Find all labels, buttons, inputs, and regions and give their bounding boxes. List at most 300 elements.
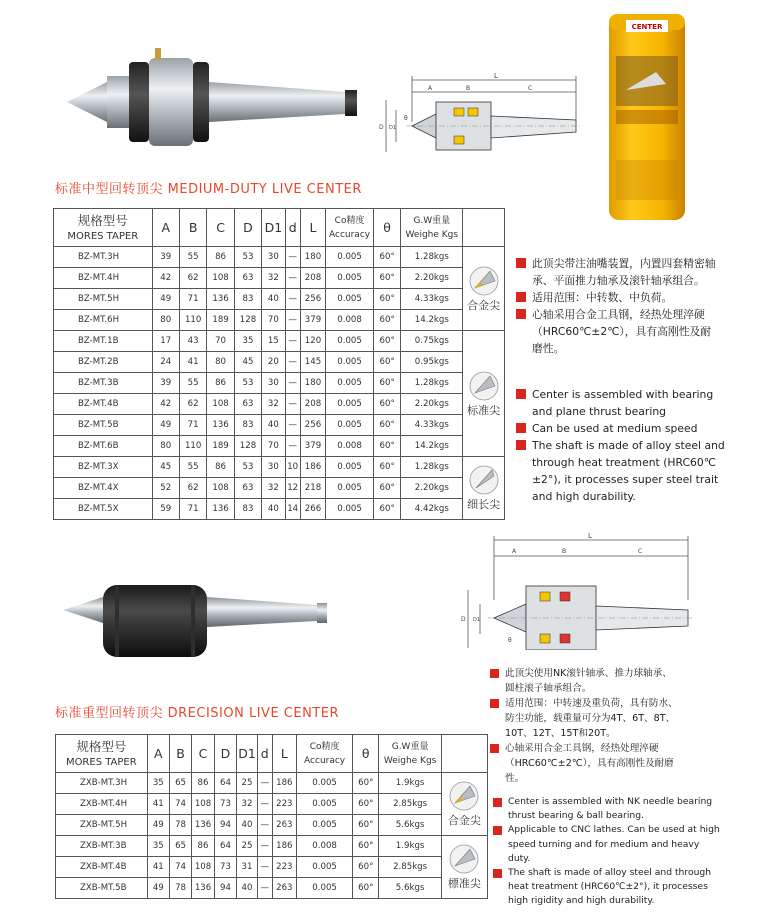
- value-cell: 136: [192, 815, 215, 836]
- product-package-tube: [606, 10, 688, 225]
- header-c: C: [192, 735, 215, 773]
- value-cell: 55: [179, 247, 206, 268]
- diagram-label-l: L: [494, 72, 498, 80]
- value-cell: 49: [152, 415, 179, 436]
- value-cell: 94: [214, 878, 236, 899]
- header-d-small: d: [257, 735, 272, 773]
- diagram-label-a: A: [512, 548, 517, 555]
- value-cell: —: [257, 773, 272, 794]
- value-cell: 31: [237, 857, 258, 878]
- slim-tip-icon: [468, 464, 500, 496]
- table-header-row: [56, 735, 488, 773]
- diagram-label-l: L: [588, 532, 592, 540]
- header-l: L: [300, 209, 325, 247]
- model-cell: BZ-MT.6H: [54, 310, 153, 331]
- value-cell: 180: [300, 247, 325, 268]
- value-cell: 263: [272, 815, 297, 836]
- model-cell: ZXB-MT.4H: [56, 794, 148, 815]
- value-cell: 53: [234, 373, 261, 394]
- value-cell: 60°: [373, 352, 400, 373]
- value-cell: 59: [152, 499, 179, 520]
- model-cell: BZ-MT.4B: [54, 394, 153, 415]
- header-d1: D1: [237, 735, 258, 773]
- table-row: [54, 478, 505, 499]
- diagram-label-d1: D1: [389, 125, 397, 131]
- value-cell: 60°: [373, 499, 400, 520]
- value-cell: 60°: [373, 415, 400, 436]
- value-cell: 0.008: [326, 310, 374, 331]
- value-cell: 60°: [373, 373, 400, 394]
- table-row: [56, 857, 488, 878]
- value-cell: 70: [262, 436, 285, 457]
- value-cell: 263: [272, 878, 297, 899]
- value-cell: 128: [234, 310, 261, 331]
- value-cell: 32: [237, 794, 258, 815]
- medium-duty-description-cn: [516, 255, 721, 357]
- value-cell: 186: [272, 773, 297, 794]
- value-cell: 65: [169, 836, 191, 857]
- model-cell: BZ-MT.3X: [54, 457, 153, 478]
- diagram-label-d: D: [461, 616, 466, 623]
- value-cell: 64: [214, 773, 236, 794]
- table-header-row: [54, 209, 505, 247]
- value-cell: —: [285, 247, 300, 268]
- value-cell: 53: [234, 247, 261, 268]
- value-cell: 55: [179, 457, 206, 478]
- value-cell: 42: [152, 268, 179, 289]
- desc-en-item: Can be used at medium speed: [516, 420, 728, 437]
- alloy-tip-icon: [448, 780, 480, 812]
- value-cell: 14.2kgs: [401, 436, 463, 457]
- value-cell: 71: [179, 415, 206, 436]
- package-brand-label: CENTER: [631, 23, 663, 31]
- value-cell: 4.33kgs: [401, 289, 463, 310]
- value-cell: 120: [300, 331, 325, 352]
- standard-tip-icon: [448, 843, 480, 875]
- header-theta: θ: [373, 209, 400, 247]
- value-cell: 30: [262, 247, 285, 268]
- desc-cn-item: 此顶尖使用NK滚针轴承、推力球轴承、圆柱滚子轴承组合。: [490, 666, 680, 696]
- value-cell: 0.005: [297, 773, 353, 794]
- model-cell: BZ-MT.1B: [54, 331, 153, 352]
- value-cell: 32: [262, 268, 285, 289]
- desc-cn-item: 心轴采用合金工具钢，经热处理淬硬（HRC60℃±2℃），具有高刚性及耐磨性。: [516, 306, 721, 357]
- value-cell: 25: [237, 773, 258, 794]
- precision-spec-table: [55, 734, 488, 899]
- model-cell: ZXB-MT.3H: [56, 773, 148, 794]
- value-cell: 145: [300, 352, 325, 373]
- value-cell: 62: [179, 478, 206, 499]
- header-weight-cn: G.W重量: [413, 215, 451, 226]
- value-cell: 74: [169, 857, 191, 878]
- tip-type-cell: [441, 836, 487, 899]
- value-cell: —: [285, 352, 300, 373]
- value-cell: 2.20kgs: [401, 394, 463, 415]
- table-row: [54, 499, 505, 520]
- value-cell: 63: [234, 394, 261, 415]
- value-cell: 1.28kgs: [401, 247, 463, 268]
- desc-en-item: Center is assembled with NK needle bearing thrust bearing & ball bearing.: [493, 795, 721, 823]
- table-row: [54, 247, 505, 268]
- header-b: B: [179, 209, 206, 247]
- value-cell: —: [285, 373, 300, 394]
- value-cell: 39: [152, 247, 179, 268]
- header-model-cn: 规格型号: [76, 739, 127, 754]
- value-cell: 128: [234, 436, 261, 457]
- value-cell: 136: [207, 415, 234, 436]
- medium-duty-live-center-photo: [55, 40, 365, 175]
- header-accuracy-cn: Co精度: [334, 215, 365, 226]
- table-row: [56, 836, 488, 857]
- value-cell: 108: [192, 857, 215, 878]
- model-cell: BZ-MT.2B: [54, 352, 153, 373]
- value-cell: 86: [207, 457, 234, 478]
- value-cell: —: [257, 857, 272, 878]
- value-cell: 0.005: [326, 394, 374, 415]
- value-cell: 39: [152, 373, 179, 394]
- value-cell: —: [257, 836, 272, 857]
- tip-type-label: 標准尖: [447, 877, 481, 890]
- value-cell: 41: [147, 794, 169, 815]
- value-cell: 32: [262, 478, 285, 499]
- tip-type-cell: [463, 331, 505, 457]
- table-row: [54, 268, 505, 289]
- value-cell: 4.42kgs: [401, 499, 463, 520]
- value-cell: 17: [152, 331, 179, 352]
- value-cell: 1.9kgs: [379, 836, 441, 857]
- value-cell: 41: [179, 352, 206, 373]
- header-d: D: [214, 735, 236, 773]
- value-cell: 78: [169, 878, 191, 899]
- tip-type-label: 标准尖: [467, 403, 501, 417]
- header-accuracy-cn: Co精度: [309, 741, 340, 752]
- value-cell: 208: [300, 394, 325, 415]
- precision-description-cn: [490, 666, 680, 786]
- value-cell: 40: [237, 815, 258, 836]
- value-cell: 60°: [373, 268, 400, 289]
- table-row: [54, 352, 505, 373]
- value-cell: 0.005: [326, 499, 374, 520]
- value-cell: 25: [237, 836, 258, 857]
- desc-cn-item: 适用范围：中转数、中负荷。: [516, 289, 721, 306]
- header-accuracy-en: Accuracy: [304, 755, 346, 766]
- header-d: D: [234, 209, 261, 247]
- diagram-label-c: C: [528, 85, 533, 92]
- value-cell: 136: [192, 878, 215, 899]
- value-cell: —: [285, 415, 300, 436]
- table-row: [54, 394, 505, 415]
- table-row: [54, 436, 505, 457]
- value-cell: 94: [214, 815, 236, 836]
- table-row: [54, 310, 505, 331]
- value-cell: 110: [179, 436, 206, 457]
- diagram-label-b: B: [466, 85, 471, 92]
- diagram-label-d: D: [379, 124, 384, 131]
- value-cell: 0.008: [326, 436, 374, 457]
- value-cell: 0.005: [326, 289, 374, 310]
- desc-cn-item: 适用范围：中转速及重负荷，具有防水、防尘功能，载重量可分为4T、6T、8T、10T、12T、15T和20T。: [490, 696, 680, 741]
- header-weight-cn: G.W重量: [391, 741, 429, 752]
- header-a: A: [147, 735, 169, 773]
- value-cell: 43: [179, 331, 206, 352]
- medium-duty-section-title: 标准中型回转顶尖 MEDIUM-DUTY LIVE CENTER: [55, 182, 362, 197]
- model-cell: BZ-MT.5X: [54, 499, 153, 520]
- model-cell: ZXB-MT.5H: [56, 815, 148, 836]
- value-cell: 2.85kgs: [379, 794, 441, 815]
- model-cell: BZ-MT.5H: [54, 289, 153, 310]
- value-cell: 2.85kgs: [379, 857, 441, 878]
- value-cell: 55: [179, 373, 206, 394]
- value-cell: —: [257, 878, 272, 899]
- alloy-tip-icon: [468, 265, 500, 297]
- diagram-label-theta: θ: [508, 637, 512, 644]
- model-cell: BZ-MT.4X: [54, 478, 153, 499]
- value-cell: 0.005: [326, 373, 374, 394]
- value-cell: 0.008: [297, 836, 353, 857]
- value-cell: 71: [179, 289, 206, 310]
- value-cell: 30: [262, 457, 285, 478]
- value-cell: 108: [207, 268, 234, 289]
- diagram-label-theta: θ: [404, 115, 408, 122]
- diagram-label-c: C: [638, 548, 643, 555]
- value-cell: —: [285, 310, 300, 331]
- value-cell: 49: [147, 878, 169, 899]
- precision-dimension-diagram: [460, 530, 700, 650]
- value-cell: 45: [152, 457, 179, 478]
- value-cell: 53: [234, 457, 261, 478]
- value-cell: 60°: [353, 794, 379, 815]
- header-weight-en: Weighe Kgs: [383, 755, 437, 766]
- value-cell: 35: [234, 331, 261, 352]
- value-cell: 40: [262, 415, 285, 436]
- value-cell: 35: [147, 836, 169, 857]
- tip-type-cell: [463, 247, 505, 331]
- value-cell: 14: [285, 499, 300, 520]
- value-cell: 0.75kgs: [401, 331, 463, 352]
- medium-duty-description-en: [516, 386, 728, 505]
- value-cell: 12: [285, 478, 300, 499]
- value-cell: 60°: [353, 815, 379, 836]
- model-cell: ZXB-MT.5B: [56, 878, 148, 899]
- value-cell: 40: [262, 499, 285, 520]
- table-row: [56, 794, 488, 815]
- value-cell: 40: [262, 289, 285, 310]
- value-cell: 60°: [373, 289, 400, 310]
- tip-type-cell: [463, 457, 505, 520]
- table-row: [54, 415, 505, 436]
- value-cell: 52: [152, 478, 179, 499]
- value-cell: 60°: [373, 457, 400, 478]
- table-row: [56, 878, 488, 899]
- value-cell: 110: [179, 310, 206, 331]
- value-cell: 42: [152, 394, 179, 415]
- value-cell: 60°: [373, 478, 400, 499]
- value-cell: 49: [152, 289, 179, 310]
- value-cell: 35: [147, 773, 169, 794]
- diagram-label-b: B: [562, 548, 567, 555]
- header-l: L: [272, 735, 297, 773]
- desc-cn-item: 心轴采用合金工具钢，经热处理淬硬（HRC60℃±2℃），具有高刚性及耐磨性。: [490, 741, 680, 786]
- value-cell: 86: [207, 247, 234, 268]
- tip-type-cell: [441, 773, 487, 836]
- value-cell: 379: [300, 436, 325, 457]
- value-cell: 64: [214, 836, 236, 857]
- value-cell: 0.005: [297, 815, 353, 836]
- value-cell: —: [257, 815, 272, 836]
- value-cell: 256: [300, 415, 325, 436]
- value-cell: 60°: [373, 394, 400, 415]
- table-row: [54, 289, 505, 310]
- model-cell: ZXB-MT.3B: [56, 836, 148, 857]
- tip-type-label: 合金尖: [467, 298, 501, 312]
- value-cell: 108: [207, 394, 234, 415]
- value-cell: 63: [234, 478, 261, 499]
- value-cell: 73: [214, 857, 236, 878]
- value-cell: 83: [234, 499, 261, 520]
- value-cell: 189: [207, 436, 234, 457]
- value-cell: 208: [300, 268, 325, 289]
- value-cell: 2.20kgs: [401, 478, 463, 499]
- value-cell: 41: [147, 857, 169, 878]
- tip-type-label: 细长尖: [467, 498, 501, 511]
- value-cell: 136: [207, 499, 234, 520]
- value-cell: —: [285, 289, 300, 310]
- value-cell: 60°: [353, 773, 379, 794]
- value-cell: 136: [207, 289, 234, 310]
- precision-live-center-photo: [55, 555, 335, 667]
- value-cell: 186: [300, 457, 325, 478]
- diagram-label-a: A: [428, 85, 433, 92]
- value-cell: 30: [262, 373, 285, 394]
- value-cell: 108: [207, 478, 234, 499]
- model-cell: BZ-MT.3B: [54, 373, 153, 394]
- value-cell: 5.6kgs: [379, 878, 441, 899]
- value-cell: 70: [262, 310, 285, 331]
- header-c: C: [207, 209, 234, 247]
- value-cell: 70: [207, 331, 234, 352]
- header-theta: θ: [353, 735, 379, 773]
- value-cell: —: [285, 268, 300, 289]
- model-cell: BZ-MT.4H: [54, 268, 153, 289]
- precision-description-en: [493, 795, 721, 909]
- value-cell: 32: [262, 394, 285, 415]
- header-model-cn: 规格型号: [77, 213, 128, 228]
- value-cell: 189: [207, 310, 234, 331]
- desc-en-item: Center is assembled with bearing and plane thrust bearing: [516, 386, 728, 420]
- value-cell: 10: [285, 457, 300, 478]
- table-row: [54, 457, 505, 478]
- value-cell: 83: [234, 415, 261, 436]
- value-cell: 1.28kgs: [401, 457, 463, 478]
- desc-cn-item: 此顶尖带注油嘴装置，内置四套精密轴承、平面推力轴承及滚针轴承组合。: [516, 255, 721, 289]
- value-cell: 60°: [353, 836, 379, 857]
- header-b: B: [169, 735, 191, 773]
- diagram-label-d1: D1: [473, 617, 481, 623]
- value-cell: 86: [192, 773, 215, 794]
- header-accuracy-en: Accuracy: [329, 229, 371, 240]
- value-cell: 0.005: [297, 794, 353, 815]
- value-cell: 63: [234, 268, 261, 289]
- header-a: A: [152, 209, 179, 247]
- value-cell: 20: [262, 352, 285, 373]
- value-cell: 186: [272, 836, 297, 857]
- model-cell: BZ-MT.6B: [54, 436, 153, 457]
- value-cell: 5.6kgs: [379, 815, 441, 836]
- value-cell: 14.2kgs: [401, 310, 463, 331]
- value-cell: 86: [192, 836, 215, 857]
- value-cell: 60°: [373, 436, 400, 457]
- value-cell: 80: [152, 310, 179, 331]
- value-cell: 379: [300, 310, 325, 331]
- value-cell: 15: [262, 331, 285, 352]
- value-cell: 0.005: [326, 268, 374, 289]
- value-cell: 0.95kgs: [401, 352, 463, 373]
- value-cell: 2.20kgs: [401, 268, 463, 289]
- precision-section-title: 标准重型回转顶尖 DRECISION LIVE CENTER: [55, 706, 339, 721]
- value-cell: —: [285, 331, 300, 352]
- value-cell: 62: [179, 268, 206, 289]
- value-cell: 40: [237, 878, 258, 899]
- value-cell: 0.005: [326, 415, 374, 436]
- model-cell: ZXB-MT.4B: [56, 857, 148, 878]
- header-model-en: MORES TAPER: [65, 757, 137, 768]
- value-cell: 65: [169, 773, 191, 794]
- value-cell: 0.005: [297, 857, 353, 878]
- value-cell: 256: [300, 289, 325, 310]
- value-cell: 60°: [373, 310, 400, 331]
- value-cell: 73: [214, 794, 236, 815]
- header-model-en: MORES TAPER: [67, 231, 139, 242]
- value-cell: 0.005: [326, 457, 374, 478]
- standard-tip-icon: [468, 370, 500, 402]
- value-cell: 0.005: [326, 478, 374, 499]
- table-row: [56, 815, 488, 836]
- value-cell: 60°: [373, 331, 400, 352]
- value-cell: —: [285, 436, 300, 457]
- value-cell: 0.005: [297, 878, 353, 899]
- value-cell: 0.005: [326, 331, 374, 352]
- value-cell: 223: [272, 794, 297, 815]
- value-cell: 0.005: [326, 352, 374, 373]
- value-cell: 74: [169, 794, 191, 815]
- value-cell: 0.005: [326, 247, 374, 268]
- table-row: [54, 331, 505, 352]
- value-cell: 223: [272, 857, 297, 878]
- value-cell: 80: [152, 436, 179, 457]
- value-cell: 266: [300, 499, 325, 520]
- value-cell: 4.33kgs: [401, 415, 463, 436]
- value-cell: —: [285, 394, 300, 415]
- header-d-small: d: [285, 209, 300, 247]
- value-cell: 108: [192, 794, 215, 815]
- value-cell: 180: [300, 373, 325, 394]
- value-cell: 49: [147, 815, 169, 836]
- desc-en-item: The shaft is made of alloy steel and through heat treatment (HRC60℃±2°), it processes high rigidity and high durability.: [493, 866, 721, 909]
- value-cell: 80: [207, 352, 234, 373]
- value-cell: 78: [169, 815, 191, 836]
- value-cell: 60°: [353, 857, 379, 878]
- value-cell: 62: [179, 394, 206, 415]
- header-weight-en: Weighe Kgs: [405, 229, 459, 240]
- tip-type-label: 合金尖: [447, 814, 481, 827]
- value-cell: 1.9kgs: [379, 773, 441, 794]
- model-cell: BZ-MT.5B: [54, 415, 153, 436]
- desc-en-item: Applicable to CNC lathes. Can be used at high speed turning and for medium and heavy duty.: [493, 823, 721, 866]
- value-cell: 60°: [373, 247, 400, 268]
- value-cell: 1.28kgs: [401, 373, 463, 394]
- value-cell: 86: [207, 373, 234, 394]
- value-cell: 45: [234, 352, 261, 373]
